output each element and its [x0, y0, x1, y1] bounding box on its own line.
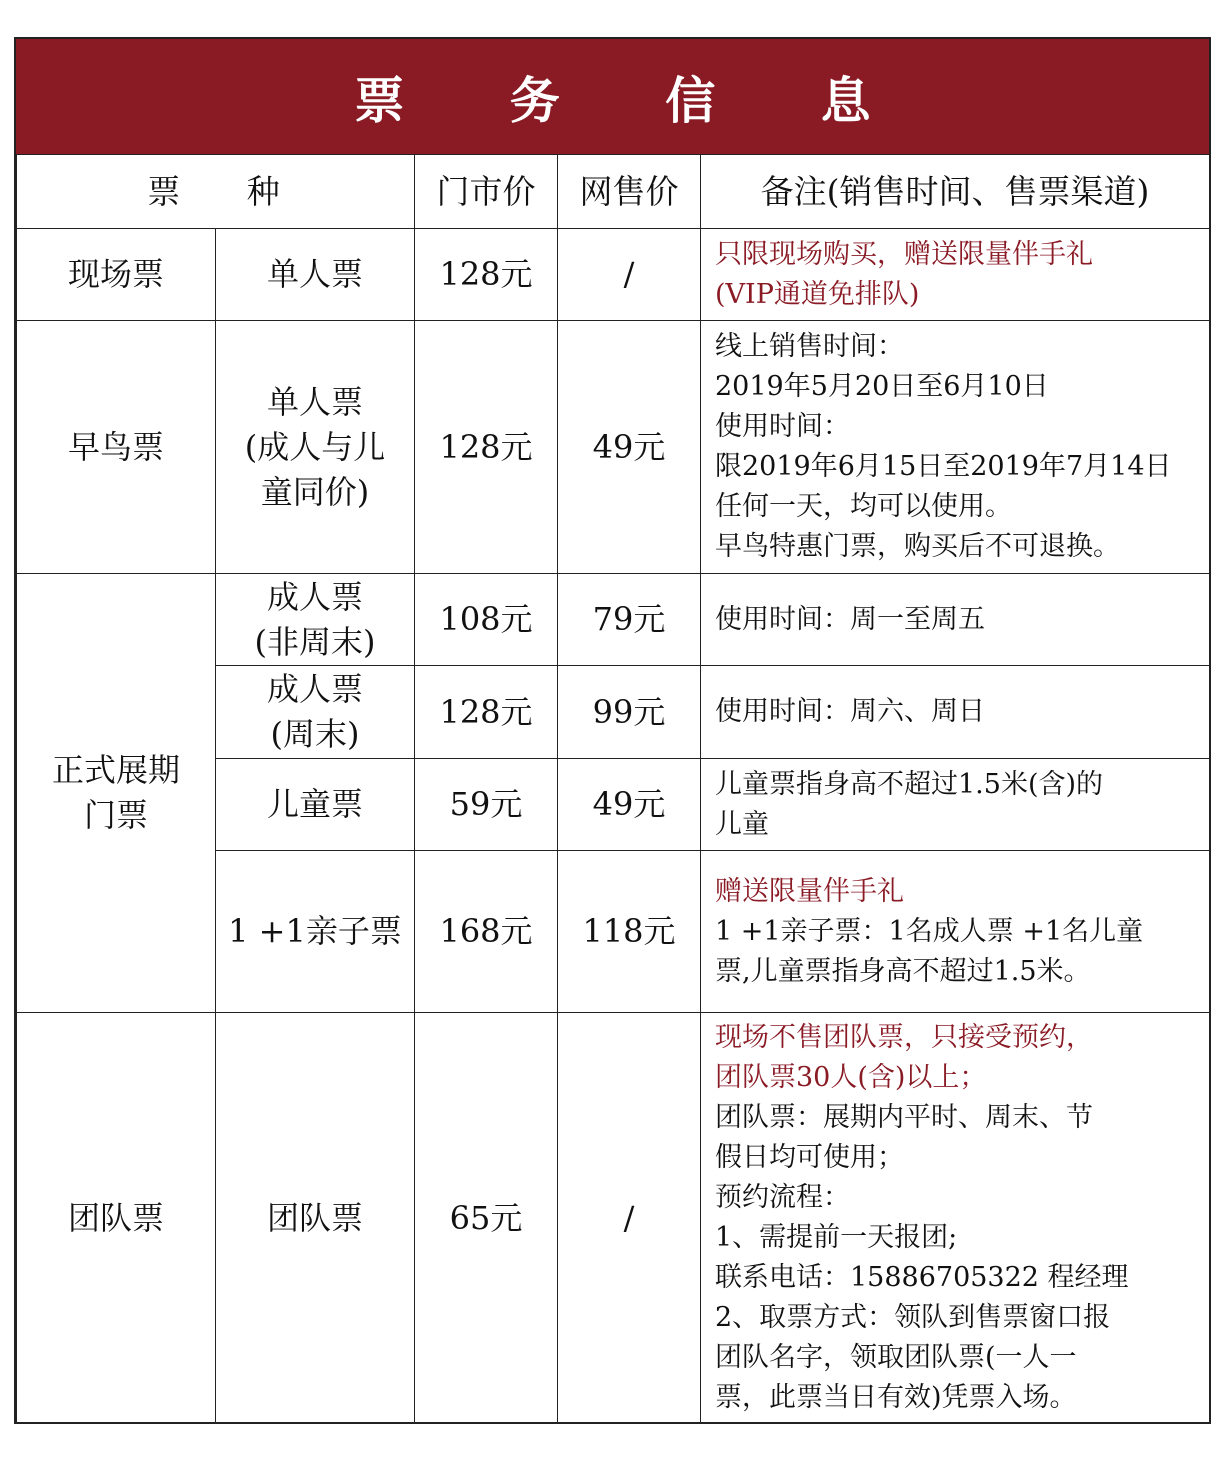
- header-remarks: 备注(销售时间、售票渠道): [701, 155, 1210, 229]
- gate-price-cell: 128元: [415, 666, 558, 759]
- ticket-info-table: [14, 37, 1211, 1424]
- note-line: 1 +1亲子票：1名成人票 +1名儿童: [715, 915, 1144, 947]
- note-line: 早鸟特惠门票，购买后不可退换。: [715, 531, 1120, 562]
- ticket-line: 单人票: [266, 382, 363, 421]
- ticket-cell: 单人票: [216, 229, 415, 321]
- gate-price-cell: 128元: [415, 229, 558, 321]
- note-line: 团队名字，领取团队票(一人一: [715, 1342, 1077, 1373]
- note-line: 使用时间：: [715, 411, 850, 442]
- note-line: 只限现场购买，赠送限量伴手礼: [715, 238, 1093, 270]
- ticket-cell: [216, 321, 415, 574]
- note-line: 赠送限量伴手礼: [715, 875, 904, 907]
- category-line: 门票: [83, 796, 148, 834]
- header-online-price: 网售价: [558, 155, 701, 229]
- ticket-line: 成人票: [266, 577, 363, 616]
- category-cell: [17, 574, 216, 1013]
- note-cell: [701, 851, 1210, 1013]
- note-line: 1、需提前一天报团;: [715, 1222, 958, 1253]
- ticket-cell: [216, 666, 415, 759]
- ticket-cell: 团队票: [216, 1013, 415, 1424]
- table-row: [17, 229, 1210, 321]
- header-ticket-type: 票 种: [17, 155, 415, 229]
- ticket-cell: [216, 574, 415, 666]
- table-row: [17, 1013, 1210, 1424]
- note-line: 票,儿童票指身高不超过1.5米。: [715, 955, 1091, 987]
- ticket-line: (非周末): [254, 622, 376, 661]
- note-line: 假日均可使用；: [715, 1142, 904, 1173]
- online-price-cell: /: [558, 229, 701, 321]
- ticket-cell: 1 +1亲子票: [216, 851, 415, 1013]
- note-cell: [701, 229, 1210, 321]
- note-cell: [701, 666, 1210, 759]
- gate-price-cell: 59元: [415, 759, 558, 851]
- note-line: 预约流程：: [715, 1182, 850, 1213]
- note-line: 使用时间：周六、周日: [715, 696, 985, 727]
- note-line: 团队票：展期内平时、周末、节: [715, 1102, 1093, 1133]
- online-price-cell: 49元: [558, 759, 701, 851]
- gate-price-cell: 128元: [415, 321, 558, 574]
- note-cell: [701, 759, 1210, 851]
- page-title: 票 务 信 息: [354, 70, 915, 130]
- gate-price-cell: 65元: [415, 1013, 558, 1424]
- online-price-cell: 99元: [558, 666, 701, 759]
- ticket-line: 童同价): [260, 472, 370, 511]
- header-gate-price: 门市价: [415, 155, 558, 229]
- note-cell: [701, 321, 1210, 574]
- ticket-line: 成人票: [266, 670, 363, 708]
- category-line: 正式展期: [51, 751, 180, 789]
- note-line: 团队票30人(含)以上；: [715, 1062, 987, 1093]
- gate-price-cell: 168元: [415, 851, 558, 1013]
- note-line: 儿童: [715, 808, 769, 840]
- note-line: 使用时间：周一至周五: [715, 603, 985, 635]
- note-line: 2019年5月20日至6月10日: [715, 371, 1049, 402]
- online-price-cell: 79元: [558, 574, 701, 666]
- title-bar: [16, 39, 1209, 154]
- note-line: 任何一天，均可以使用。: [715, 491, 1012, 522]
- ticket-cell: 儿童票: [216, 759, 415, 851]
- table-row: [17, 321, 1210, 574]
- ticket-table: [16, 154, 1210, 1424]
- note-line: 2、取票方式：领队到售票窗口报: [715, 1302, 1111, 1333]
- header-row: [17, 155, 1210, 229]
- online-price-cell: 118元: [558, 851, 701, 1013]
- note-line: 儿童票指身高不超过1.5米(含)的: [715, 768, 1104, 800]
- note-cell: [701, 574, 1210, 666]
- gate-price-cell: 108元: [415, 574, 558, 666]
- note-line: 现场不售团队票，只接受预约，: [715, 1022, 1093, 1053]
- online-price-cell: /: [558, 1013, 701, 1424]
- category-cell: 现场票: [17, 229, 216, 321]
- note-cell: [701, 1013, 1210, 1424]
- table-row: [17, 574, 1210, 666]
- category-cell: 早鸟票: [17, 321, 216, 574]
- note-line: 联系电话：15886705322 程经理: [715, 1262, 1129, 1293]
- category-cell: 团队票: [17, 1013, 216, 1424]
- note-line: (VIP通道免排队): [715, 278, 920, 310]
- note-line: 票，此票当日有效)凭票入场。: [715, 1382, 1077, 1413]
- ticket-line: (成人与儿: [244, 427, 386, 466]
- ticket-line: (周末): [270, 715, 360, 753]
- online-price-cell: 49元: [558, 321, 701, 574]
- note-line: 限2019年6月15日至2019年7月14日: [715, 451, 1172, 482]
- note-line: 线上销售时间：: [715, 331, 904, 362]
